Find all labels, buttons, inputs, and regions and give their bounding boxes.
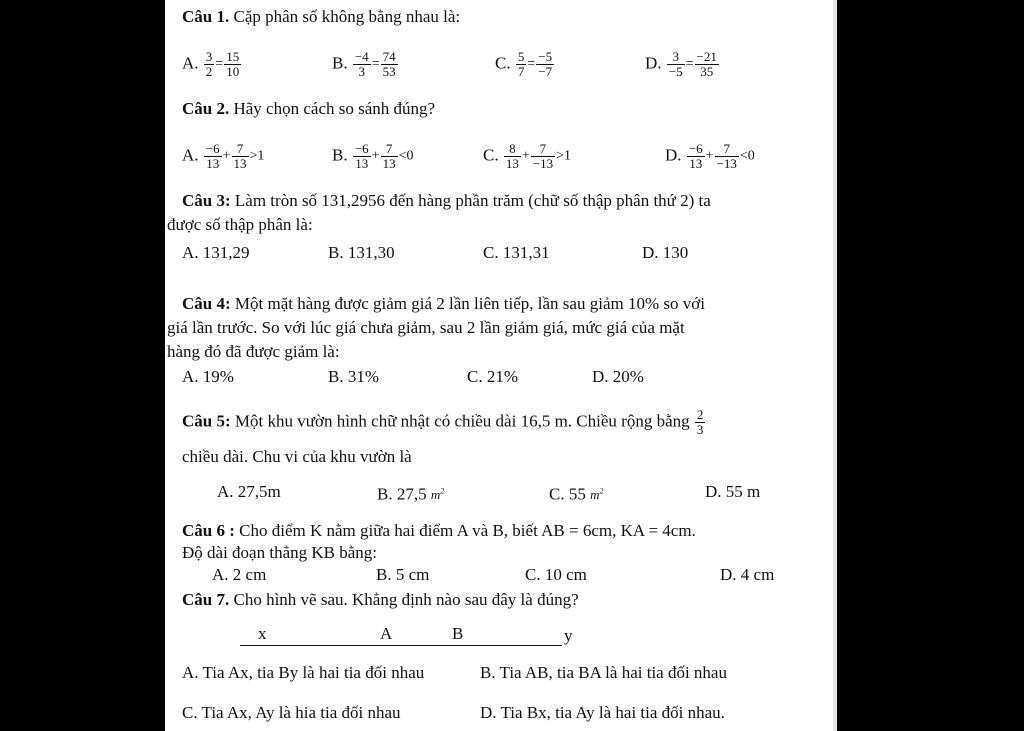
q5-option-d[interactable]: D. 55 m bbox=[705, 482, 761, 501]
q3-option-d[interactable]: D. 130 bbox=[642, 243, 689, 262]
fraction: $\frac{-21}{35}$ bbox=[696, 49, 717, 79]
q2-option-b[interactable]: B. $\frac{-6}{13}$ + $\frac{7}{13}$ <0 bbox=[332, 141, 414, 171]
unit-square-meter: $m^2$ bbox=[590, 487, 604, 503]
q2-option-d[interactable]: D. $\frac{-6}{13}$ + $\frac{7}{-13}$ <0 bbox=[665, 141, 755, 171]
fraction: $\frac{5}{7}$ bbox=[517, 49, 525, 79]
q1-option-a[interactable]: A. $\frac{3}{2}$ = $\frac{15}{10}$ bbox=[182, 49, 240, 79]
point-label-a: A bbox=[380, 624, 393, 643]
q3-option-a[interactable]: A. 131,29 bbox=[182, 243, 250, 262]
option-letter: A. bbox=[182, 53, 199, 73]
fraction: $\frac{-5}{-7}$ bbox=[538, 49, 553, 79]
q5-option-a[interactable]: A. 27,5m bbox=[217, 482, 281, 501]
q4-option-b[interactable]: B. 31% bbox=[328, 367, 379, 386]
point-label-y: y bbox=[564, 626, 573, 645]
question-2 bbox=[182, 99, 435, 119]
point-label-b: B bbox=[452, 624, 464, 643]
option-letter: B. bbox=[332, 145, 348, 165]
fraction: $\frac{3}{-5}$ bbox=[668, 49, 683, 79]
q7-option-c[interactable]: C. Tia Ax, Ay là hia tia đối nhau bbox=[182, 703, 401, 722]
question-5-text-cont: chiều dài. Chu vi của khu vườn là bbox=[182, 447, 412, 466]
question-5-text: Một khu vườn hình chữ nhật có chiều dài 16,5 m. Chiều rộng bằng bbox=[234, 411, 690, 431]
question-4-text: Một mặt hàng được giảm giá 2 lần liên tiếp, lần sau giảm 10% so với bbox=[234, 294, 705, 313]
q1-option-b[interactable]: B. $\frac{-4}{3}$ = $\frac{74}{53}$ bbox=[332, 49, 396, 79]
q2-option-a[interactable]: A. $\frac{-6}{13}$ + $\frac{7}{13}$ >1 bbox=[182, 141, 265, 171]
fraction: $\frac{8}{13}$ bbox=[505, 141, 519, 171]
q7-option-a[interactable]: A. Tia Ax, tia By là hai tia đối nhau bbox=[182, 663, 425, 682]
fraction: $\frac{-6}{13}$ bbox=[205, 141, 220, 171]
fraction: $\frac{7}{13}$ bbox=[382, 141, 396, 171]
question-1 bbox=[182, 7, 460, 27]
fraction: $\frac{7}{13}$ bbox=[233, 141, 247, 171]
q2-option-c[interactable]: C. $\frac{8}{13}$ + $\frac{7}{-13}$ >1 bbox=[483, 141, 571, 171]
question-6-text-cont: Độ dài đoạn thẳng KB bằng: bbox=[182, 543, 377, 562]
fraction: $\frac{74}{53}$ bbox=[382, 49, 396, 79]
fraction: $\frac{-4}{3}$ bbox=[354, 49, 369, 79]
question-7 bbox=[182, 590, 579, 610]
q1-option-d[interactable]: D. $\frac{3}{-5}$ = $\frac{-21}{35}$ bbox=[645, 49, 717, 79]
q5-option-b[interactable]: B. 27,5 $m^2$ bbox=[377, 484, 445, 504]
question-4-text-cont: giá lần trước. So với lúc giá chưa giảm, sau 2 lần giảm giá, mức giá của mặt bbox=[167, 318, 685, 337]
fraction: $\frac{3}{2}$ bbox=[205, 49, 213, 79]
option-letter: C. bbox=[483, 145, 499, 165]
question-6 bbox=[182, 521, 696, 541]
option-letter: D. bbox=[665, 145, 682, 165]
question-3 bbox=[182, 191, 711, 211]
question-5-label: Câu 5: bbox=[182, 411, 231, 431]
question-4-label: Câu 4: bbox=[182, 294, 231, 313]
question-6-label: Câu 6 : bbox=[182, 521, 235, 540]
comparison: >1 bbox=[249, 148, 265, 164]
option-letter: D. bbox=[645, 53, 662, 73]
question-7-text: Cho hình vẽ sau. Khẳng định nào sau đây là đúng? bbox=[233, 590, 579, 609]
q7-option-b[interactable]: B. Tia AB, tia BA là hai tia đối nhau bbox=[480, 663, 727, 682]
comparison: <0 bbox=[739, 148, 755, 164]
question-2-text: Hãy chọn cách so sánh đúng? bbox=[233, 99, 436, 118]
fraction: $\frac{-6}{13}$ bbox=[354, 141, 369, 171]
question-3-text-cont: được số thập phân là: bbox=[167, 215, 313, 234]
question-7-label: Câu 7. bbox=[182, 590, 230, 609]
question-1-label: Câu 1. bbox=[182, 7, 230, 26]
unit-square-meter: $m^2$ bbox=[430, 487, 445, 503]
q5-option-c[interactable]: C. 55 $m^2$ bbox=[549, 484, 604, 504]
q3-option-c[interactable]: C. 131,31 bbox=[483, 243, 550, 262]
q4-option-a[interactable]: A. 19% bbox=[182, 367, 234, 386]
option-letter: A. bbox=[182, 145, 199, 165]
question-3-label: Câu 3: bbox=[182, 191, 231, 210]
q6-option-a[interactable]: A. 2 cm bbox=[212, 565, 267, 584]
question-6-text: Cho điểm K nằm giữa hai điểm A và B, biết AB = 6cm, KA = 4cm. bbox=[239, 521, 696, 540]
q4-option-d[interactable]: D. 20% bbox=[592, 367, 644, 386]
question-4 bbox=[182, 294, 705, 314]
q4-option-c[interactable]: C. 21% bbox=[467, 367, 518, 386]
point-label-x: x bbox=[258, 624, 267, 643]
question-5 bbox=[182, 408, 706, 437]
comparison: <0 bbox=[398, 148, 414, 164]
fraction: $\frac{-6}{13}$ bbox=[688, 141, 703, 171]
fraction: $\frac{2}{3}$ bbox=[696, 407, 704, 437]
question-2-label: Câu 2. bbox=[182, 99, 230, 118]
q6-option-d[interactable]: D. 4 cm bbox=[720, 565, 775, 584]
option-letter: C. bbox=[495, 53, 511, 73]
page-edge bbox=[833, 0, 837, 731]
worksheet-page bbox=[165, 0, 833, 731]
fraction: $\frac{7}{-13}$ bbox=[532, 141, 554, 171]
question-4-text-cont: hàng đó đã được giảm là: bbox=[167, 342, 340, 361]
option-letter: B. bbox=[332, 53, 348, 73]
q6-option-b[interactable]: B. 5 cm bbox=[376, 565, 430, 584]
ray-line bbox=[240, 645, 562, 646]
question-3-text: Làm tròn số 131,2956 đến hàng phần trăm (chữ số thập phân thứ 2) ta bbox=[234, 191, 711, 210]
q6-option-c[interactable]: C. 10 cm bbox=[525, 565, 587, 584]
fraction: $\frac{15}{10}$ bbox=[226, 49, 240, 79]
q7-option-d[interactable]: D. Tia Bx, tia Ay là hai tia đối nhau. bbox=[480, 703, 725, 722]
question-1-text: Cặp phân số không bằng nhau là: bbox=[233, 7, 461, 26]
comparison: >1 bbox=[556, 148, 571, 164]
q3-option-b[interactable]: B. 131,30 bbox=[328, 243, 395, 262]
fraction: $\frac{7}{-13}$ bbox=[716, 141, 737, 171]
q1-option-c[interactable]: C. $\frac{5}{7}$ = $\frac{-5}{-7}$ bbox=[495, 49, 553, 79]
